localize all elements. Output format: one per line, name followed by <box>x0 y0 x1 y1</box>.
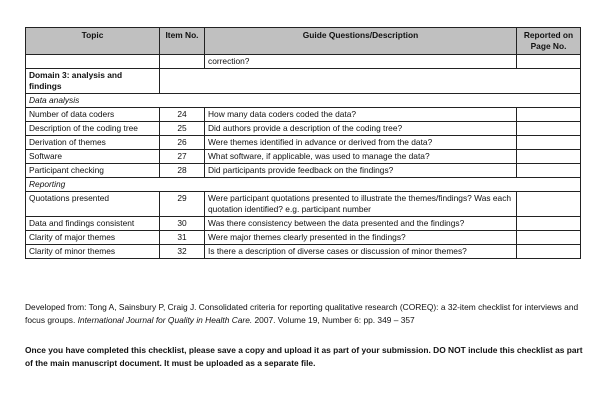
section-row-data-analysis <box>26 94 581 108</box>
cell-guide: Were themes identified in advance or derived from the data? <box>205 136 517 150</box>
journal-title: International Journal for Quality in Health Care. <box>77 315 253 325</box>
cell-topic: Clarity of major themes <box>26 231 160 245</box>
domain-title: Domain 3: analysis and findings <box>26 69 160 94</box>
cell-item-no: 24 <box>160 108 205 122</box>
cell-guide: Were participant quotations presented to illustrate the themes/findings? Was each quotation identified? e.g. participant number <box>205 192 517 217</box>
table-row <box>26 108 581 122</box>
cell-guide: What software, if applicable, was used to manage the data? <box>205 150 517 164</box>
header-item-no: Item No. <box>160 28 205 55</box>
cell-item-no: 28 <box>160 164 205 178</box>
cell-page <box>517 55 581 69</box>
cell-item-no: 27 <box>160 150 205 164</box>
cell-page <box>517 192 581 217</box>
cell-page <box>517 136 581 150</box>
cell-guide: Were major themes clearly presented in the findings? <box>205 231 517 245</box>
cell-topic: Participant checking <box>26 164 160 178</box>
reference-text: Developed from: Tong A, Sainsbury P, Craig J. Consolidated criteria for reporting qualitative research (COREQ): a 32-item checklist for interviews and focus groups. <box>25 302 579 325</box>
section-title-data-analysis: Data analysis <box>26 94 581 108</box>
submission-instruction: Once you have completed this checklist, please save a copy and upload it as part of your submission. DO NOT include this checklist as part of the main manuscript document. It must be uploaded as a separate file. <box>25 345 583 368</box>
section-row-reporting <box>26 178 581 192</box>
cell-item-no: 29 <box>160 192 205 217</box>
table-row <box>26 192 581 217</box>
cell-topic: Description of the coding tree <box>26 122 160 136</box>
cell-topic <box>26 55 160 69</box>
table-row <box>26 136 581 150</box>
header-guide-questions: Guide Questions/Description <box>205 28 517 55</box>
table-row <box>26 231 581 245</box>
cell-guide: Is there a description of diverse cases or discussion of minor themes? <box>205 245 517 259</box>
cell-item-no <box>160 55 205 69</box>
cell-guide: Did authors provide a description of the coding tree? <box>205 122 517 136</box>
cell-guide: How many data coders coded the data? <box>205 108 517 122</box>
reference-volume: 2007. Volume 19, Number 6: pp. 349 – 357 <box>254 315 415 325</box>
cell-topic: Derivation of themes <box>26 136 160 150</box>
header-topic: Topic <box>26 28 160 55</box>
table-row <box>26 217 581 231</box>
cell-page <box>517 245 581 259</box>
cell-topic: Clarity of minor themes <box>26 245 160 259</box>
cell-topic: Number of data coders <box>26 108 160 122</box>
cell-topic: Quotations presented <box>26 192 160 217</box>
cell-page <box>517 164 581 178</box>
table-header-row <box>26 28 581 55</box>
coreq-checklist-table <box>25 27 581 259</box>
table-row <box>26 164 581 178</box>
header-reported-page: Reported on Page No. <box>517 28 581 55</box>
cell-item-no: 31 <box>160 231 205 245</box>
cell-page <box>517 217 581 231</box>
table-row <box>26 150 581 164</box>
section-title-reporting: Reporting <box>26 178 581 192</box>
table-row <box>26 122 581 136</box>
cell-page <box>517 231 581 245</box>
cell-topic: Data and findings consistent <box>26 217 160 231</box>
cell-item-no: 30 <box>160 217 205 231</box>
cell-page <box>517 108 581 122</box>
cell-topic: Software <box>26 150 160 164</box>
continuation-row <box>26 55 581 69</box>
cell-page <box>517 150 581 164</box>
cell-item-no: 32 <box>160 245 205 259</box>
cell-guide: Did participants provide feedback on the findings? <box>205 164 517 178</box>
cell-item-no: 26 <box>160 136 205 150</box>
cell-guide: Was there consistency between the data presented and the findings? <box>205 217 517 231</box>
reference-citation <box>25 301 585 327</box>
domain-row <box>26 69 581 94</box>
cell-item-no: 25 <box>160 122 205 136</box>
domain-empty-cell <box>160 69 581 94</box>
table-row <box>26 245 581 259</box>
cell-guide: correction? <box>205 55 517 69</box>
cell-page <box>517 122 581 136</box>
